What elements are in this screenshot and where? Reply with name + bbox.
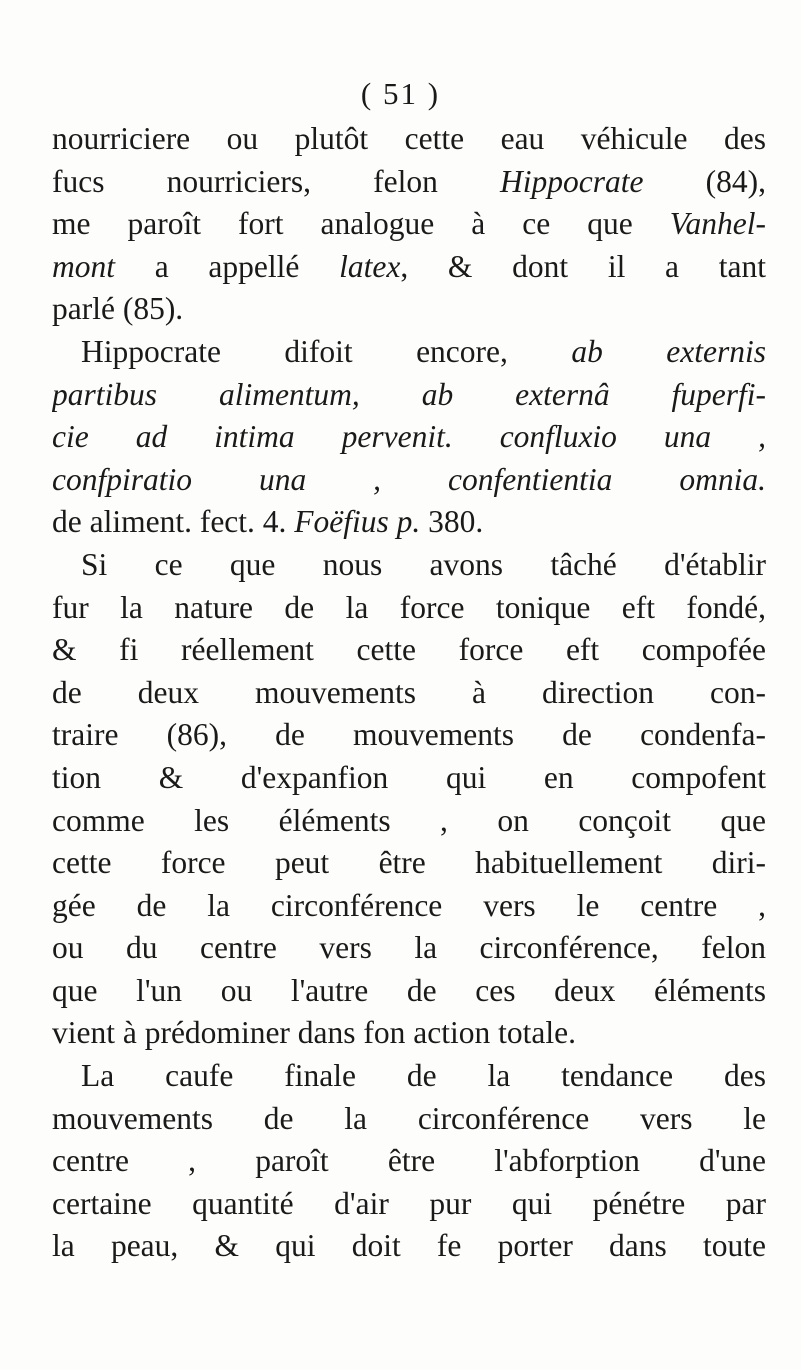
text-segment: cette force peut être habituellement diri- — [52, 845, 766, 881]
text-segment: la peau, & qui doit fe porter dans toute — [52, 1228, 766, 1264]
text-line — [52, 288, 766, 331]
text-line — [52, 629, 766, 672]
text-segment: de aliment. fect. 4. — [52, 504, 295, 540]
text-line — [52, 118, 766, 161]
text-line — [52, 1183, 766, 1226]
italic-text: latex — [339, 248, 401, 284]
italic-text: Hippocrate — [500, 163, 644, 199]
text-line — [52, 501, 766, 544]
text-line — [52, 246, 766, 289]
text-segment: Si ce que nous avons tâché d'établir — [81, 546, 766, 582]
italic-text: ab externis — [571, 333, 766, 369]
text-segment: parlé (85). — [52, 291, 184, 327]
italic-text: mont — [52, 248, 115, 284]
text-line — [52, 331, 766, 374]
text-segment: nourriciere ou plutôt cette eau véhicule des — [52, 121, 766, 156]
italic-text: partibus alimentum, ab externâ fuperfi- — [52, 376, 766, 412]
text-segment: fucs nourriciers, felon — [52, 163, 500, 199]
text-line — [52, 970, 766, 1013]
text-line — [52, 587, 766, 630]
text-line — [52, 1012, 766, 1055]
text-segment: a appellé — [115, 248, 340, 284]
text-segment: (84), — [643, 163, 766, 199]
text-line — [52, 714, 766, 757]
text-line — [52, 842, 766, 885]
text-line — [52, 885, 766, 928]
italic-text: cie ad intima pervenit. confluxio una , — [52, 419, 766, 455]
text-line — [52, 1140, 766, 1183]
text-segment: ou du centre vers la circonférence, felon — [52, 930, 766, 966]
text-segment: 380. — [420, 504, 484, 540]
text-line — [52, 161, 766, 204]
text-line — [52, 800, 766, 843]
text-line — [52, 927, 766, 970]
text-line — [52, 672, 766, 715]
page-number: ( 51 ) — [360, 76, 441, 111]
text-segment: Hippocrate difoit encore, — [81, 333, 572, 369]
text-line — [52, 544, 766, 587]
text-segment: , & dont il a tant — [400, 248, 766, 284]
text-line — [52, 1225, 766, 1268]
italic-text: Foëfius p. — [294, 504, 421, 540]
text-segment: centre , paroît être l'abforption d'une — [52, 1143, 766, 1179]
text-segment: tion & d'expanfion qui en compofent — [52, 759, 766, 795]
text-segment: mouvements de la circonférence vers le — [52, 1100, 766, 1136]
text-segment: traire (86), de mouvements de condenfa- — [52, 717, 766, 753]
italic-text: Vanhel- — [669, 206, 766, 242]
text-line — [52, 757, 766, 800]
text-segment: que l'un ou l'autre de ces deux éléments — [52, 972, 766, 1008]
text-line — [52, 1055, 766, 1098]
text-segment: fur la nature de la force tonique eft fondé, — [52, 589, 766, 625]
text-segment: vient à prédominer dans fon action totale. — [52, 1015, 576, 1051]
text-segment: de deux mouvements à direction con- — [52, 674, 766, 710]
text-segment: me paroît fort analogue à ce que — [52, 206, 670, 242]
text-segment: comme les éléments , on conçoit que — [52, 802, 766, 838]
text-segment: La caufe finale de la tendance des — [81, 1058, 766, 1094]
text-line — [52, 374, 766, 417]
text-line — [52, 1098, 766, 1141]
text-line — [52, 459, 766, 502]
text-segment: gée de la circonférence vers le centre , — [52, 887, 766, 923]
text-segment: certaine quantité d'air pur qui pénétre par — [52, 1185, 766, 1221]
text-segment: & fi réellement cette force eft compofée — [52, 632, 766, 668]
text-line — [52, 203, 766, 246]
text-line — [52, 416, 766, 459]
italic-text: confpiratio una , confentientia omnia. — [52, 461, 766, 497]
body-text — [52, 118, 766, 1268]
